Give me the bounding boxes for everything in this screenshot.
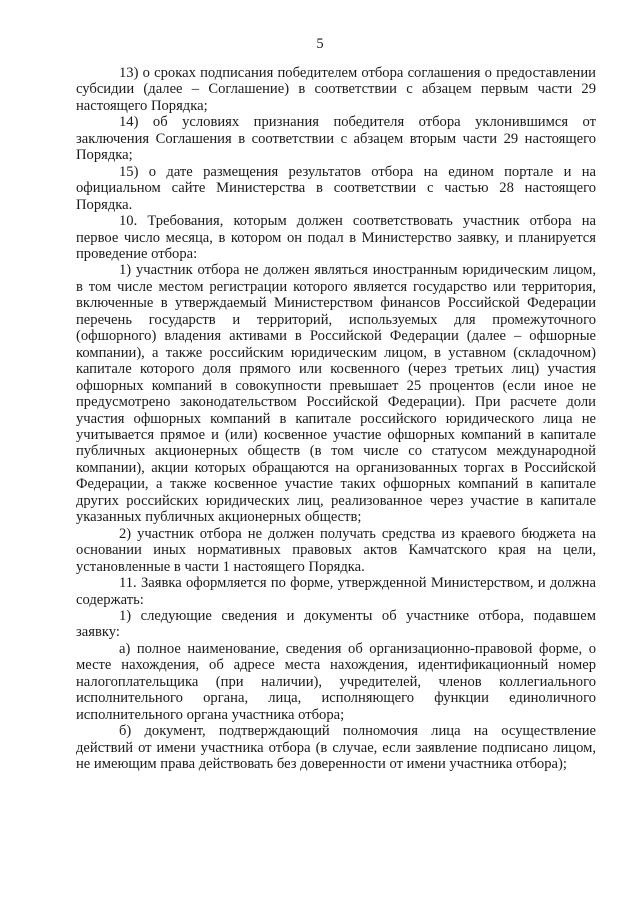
paragraph-11-application-form: 11. Заявка оформляется по форме, утвержденной Министерством, и должна содержать: bbox=[76, 575, 596, 608]
paragraph-application-item-a: а) полное наименование, сведения об организационно-правовой форме, о месте нахождения, об адресе места нахождения, идентификационный номер налогоплательщика (при наличии), учредителей, членов коллегиального исполнительного органа, лица, исполняющего функции единоличного исполнительного органа участника отбора; bbox=[76, 640, 596, 723]
paragraph-15-results-date: 15) о дате размещения результатов отбора на едином портале и на официальном сайте Министерства в соответствии с частью 28 настоящего Порядка. bbox=[76, 163, 596, 213]
document-body bbox=[76, 65, 596, 772]
paragraph-requirement-2-budget-funds: 2) участник отбора не должен получать средства из краевого бюджета на основании иных нормативных правовых актов Камчатского края на цели, установленные в части 1 настоящего Порядка. bbox=[76, 525, 596, 575]
paragraph-14-evasion-conditions: 14) об условиях признания победителя отбора уклонившимся от заключения Соглашения в соответствии с абзацем вторым части 29 настоящего Порядка; bbox=[76, 114, 596, 164]
paragraph-requirement-1-offshore: 1) участник отбора не должен являться иностранным юридическим лицом, в том числе местом регистрации которого является государство или территория, включенные в утверждаемый Министерством финансов Российской Федерации перечень государств и территорий, используемых для промежуточного (офшорного) владения активами в Российской Федерации (далее – офшорные компании), а также российским юридическим лицом, в уставном (складочном) капитале которого доля прямого или косвенного (через третьих лиц) участия офшорных компаний в совокупности превышает 25 процентов (если иное не предусмотрено законодательством Российской Федерации). При расчете доли участия офшорных компаний в капитале российского юридического лица не учитывается прямое и (или) косвенное участие офшорных компаний в капитале публичных акционерных обществ (в том числе со статусом международной компании), акции которых обращаются на организованных торгах в Российской Федерации, а также косвенное участие таких офшорных компаний в капитале других российских юридических лиц, реализованное через участие в капитале указанных публичных акционерных обществ; bbox=[76, 262, 596, 526]
paragraph-application-item-1: 1) следующие сведения и документы об участнике отбора, подавшем заявку: bbox=[76, 607, 596, 641]
paragraph-13-signing-terms: 13) о сроках подписания победителем отбора соглашения о предоставлении субсидии (далее – Соглашение) в соответствии с абзацем первым части 29 настоящего Порядка; bbox=[76, 65, 596, 114]
page-number: 5 bbox=[316, 36, 324, 52]
paragraph-application-item-b: б) документ, подтверждающий полномочия лица на осуществление действий от имени участника отбора (в случае, если заявление подписано лицом, не имеющим права действовать без доверенности от имени участника отбора); bbox=[76, 723, 596, 773]
paragraph-10-participant-requirements: 10. Требования, которым должен соответствовать участник отбора на первое число месяца, в котором он подал в Министерство заявку, и планируется проведение отбора: bbox=[76, 213, 596, 262]
